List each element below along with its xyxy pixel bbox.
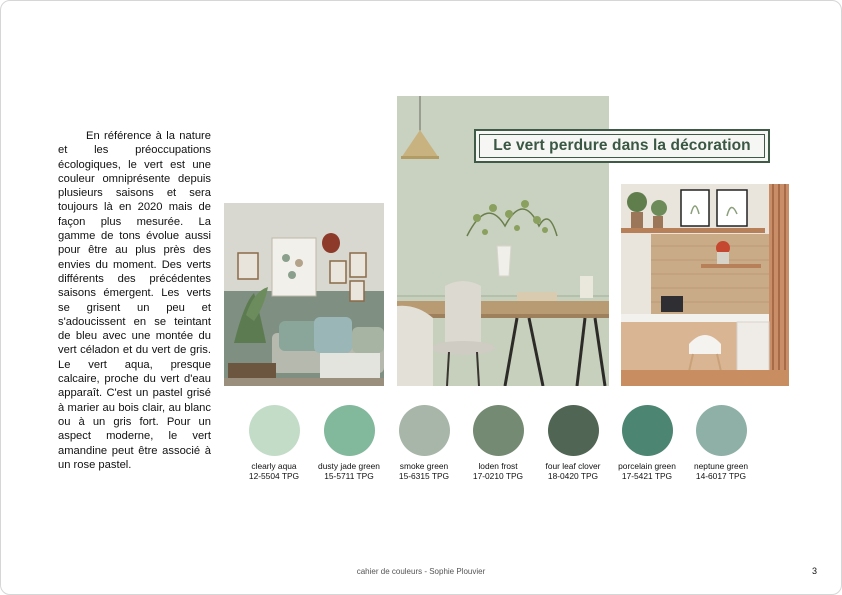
swatch-code: 14-6017 TPG: [695, 470, 747, 481]
swatch-name: smoke green: [399, 461, 449, 471]
color-swatches: [232, 405, 792, 485]
swatch-name: neptune green: [693, 461, 749, 471]
swatch-color: [249, 405, 300, 456]
swatch-color: [548, 405, 599, 456]
swatch-code: 15-6315 TPG: [398, 470, 450, 481]
swatch-code: 17-5421 TPG: [621, 470, 673, 481]
swatch-loden-frost: [456, 405, 540, 482]
swatch-color: [324, 405, 375, 456]
swatch-code: 12-5504 TPG: [248, 470, 300, 481]
swatch-name: porcelain green: [618, 461, 676, 471]
swatch-color: [473, 405, 524, 456]
swatch-code: 18-0420 TPG: [547, 470, 599, 481]
swatch-four-leaf-clover: [531, 405, 615, 482]
swatch-color: [399, 405, 450, 456]
section-title: Le vert perdure dans la décoration: [493, 137, 751, 154]
swatch-name: loden frost: [478, 461, 518, 471]
living-room-photo: [224, 203, 384, 386]
body-paragraph: En référence à la nature et les préoccupations écologiques, le vert est une couleur omniprésente depuis plusieurs saisons et sera toujours là en 2020 mais de façon plus mesurée. La gamme de tons évolue aussi pour être au plus près des envies du moment. Des verts différents des précédentes saisons émergent. Les verts se grisent un peu et s'adoucissent en se teintant de bleu avec une montée du vert céladon et du vert de gris. Le vert aqua, presque calcaire, proche du vert d'eau apparaît. C'est un pastel grisé à marier au bois clair, au blanc ou à un gris fort. Pour un aspect moderne, le vert amandine peut être associé à un rose pastel.: [58, 130, 211, 471]
swatch-code: 15-5711 TPG: [324, 470, 374, 481]
swatch-name: clearly aqua: [251, 461, 297, 471]
swatch-code: 17-0210 TPG: [472, 470, 524, 481]
swatch-dusty-jade-green: [307, 405, 391, 482]
footer-text: cahier de couleurs - Sophie Plouvier: [356, 567, 486, 576]
swatch-color: [622, 405, 673, 456]
swatch-color: [696, 405, 747, 456]
swatch-name: four leaf clover: [545, 461, 601, 471]
swatch-smoke-green: [382, 405, 466, 482]
swatch-neptune-green: [679, 405, 763, 482]
section-title-box: [474, 129, 770, 163]
home-office-photo: [621, 184, 789, 386]
swatch-clearly-aqua: [232, 405, 316, 482]
swatch-porcelain-green: [605, 405, 689, 482]
page-number: 3: [811, 566, 817, 576]
swatch-name: dusty jade green: [318, 461, 380, 471]
